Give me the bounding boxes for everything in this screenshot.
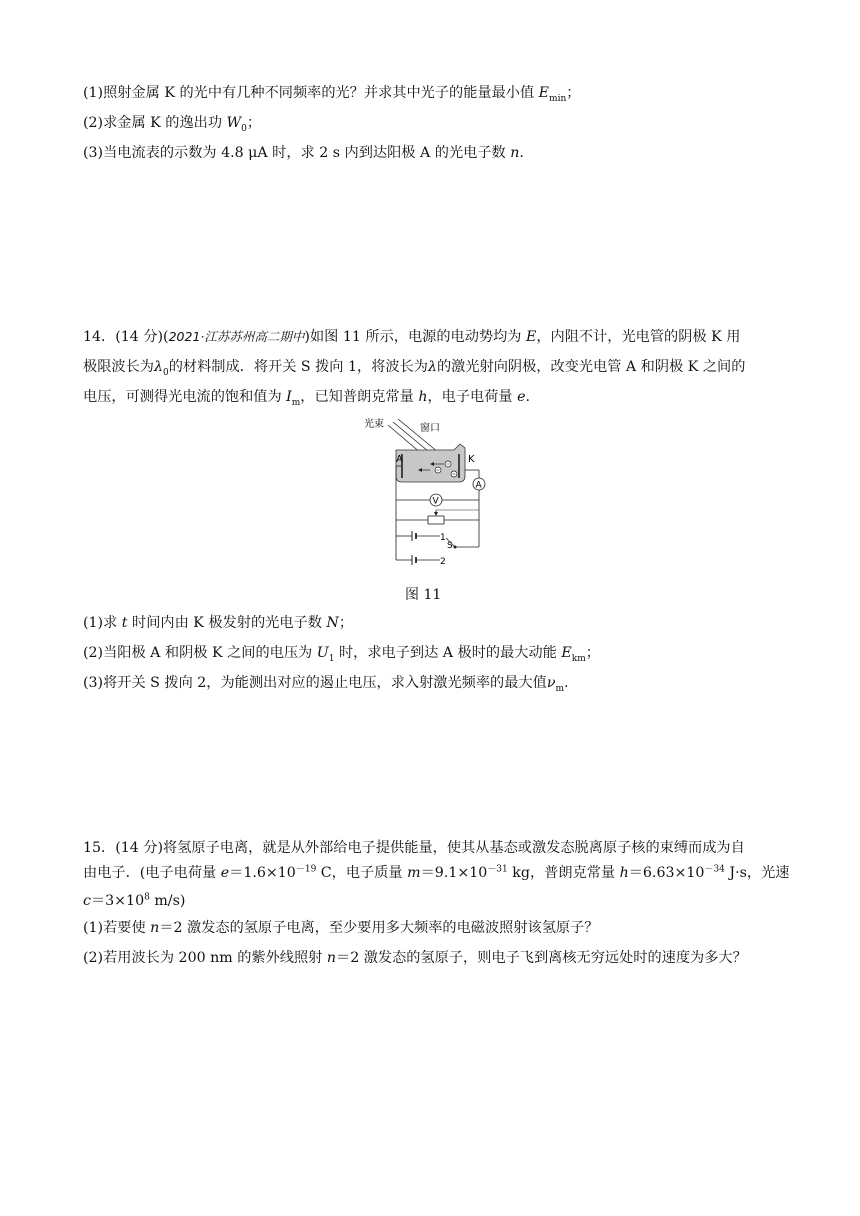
window-label: 窗口 xyxy=(420,423,440,434)
q15-part2: (2)若用波长为 200 nm 的紫外线照射 n＝2 激发态的氢原子，则电子飞到离核无穷远处时的速度为多大？ xyxy=(83,950,747,966)
figure-caption: 图 11 xyxy=(405,587,442,603)
switch-label: S xyxy=(447,541,453,551)
svg-text:V: V xyxy=(432,496,439,507)
q13-part2: (2)求金属 K 的逸出功 $W_0$； xyxy=(83,115,262,134)
q15-part1: (1)若要使 n＝2 激发态的氢原子电离，至少要用多大频率的电磁波照射该氢原子？ xyxy=(83,920,599,936)
q13-part3: (3)当电流表的示数为 4.8 μA 时，求 2 s 内到达阳极 A 的光电子数 n. xyxy=(83,145,524,161)
q14-stem-line2: 极限波长为$\lambda_0$的材料制成．将开关 S 拨向 1，将波长为λ的激光射向阴极，改变光电管 A 和阴极 K 之间的 xyxy=(83,359,746,378)
switch-contact-2-label: 2 xyxy=(440,557,446,567)
q13-part1: (1)照射金属 K 的光中有几种不同频率的光？并求其中光子的能量最小值 $E_{min}$； xyxy=(83,85,581,104)
q15-stem-line1: 15．(14 分)将氢原子电离，就是从外部给电子提供能量，使其从基态或激发态脱离原子核的束缚而成为自 xyxy=(83,840,745,856)
q14-part2: (2)当阳极 A 和阴极 K 之间的电压为 $U_1$ 时，求电子到达 A 极时的最大动能 $E_{km}$； xyxy=(83,645,600,664)
photocell-circuit-diagram xyxy=(360,414,500,576)
rheostat-symbol xyxy=(428,516,444,524)
q15-stem-line3: $c=3\times 10^8$ m/s) xyxy=(83,892,186,909)
q15-stem-line2: 由电子．(电子电荷量 $e=1.6\times 10^{-19}$ C，电子质量 $m=9.1\times 10^{-31}$ kg，普朗克常量 $h=6.63\times 10^{-34}$ J·s，光速 xyxy=(83,864,790,881)
q14-part1: (1)求 t 时间内由 K 极发射的光电子数 N； xyxy=(83,615,354,631)
switch-contact-1-label: 1 xyxy=(440,533,446,543)
svg-text:A: A xyxy=(475,480,482,491)
beam-label: 光束 xyxy=(364,419,384,430)
q14-stem-line1: 14．(14 分)(2021·江苏苏州高二期中)如图 11 所示，电源的电动势均为 E，内阻不计，光电管的阴极 K 用 xyxy=(83,329,741,345)
q14-part3: (3)将开关 S 拨向 2，为能测出对应的遏止电压，求入射激光频率的最大值$\nu_m$. xyxy=(83,675,569,694)
cathode-label: K xyxy=(468,454,475,465)
q14-stem-line3: 电压，可测得光电流的饱和值为 $I_m$，已知普朗克常量 h，电子电荷量 e. xyxy=(83,389,531,408)
anode-label: A xyxy=(396,454,403,465)
